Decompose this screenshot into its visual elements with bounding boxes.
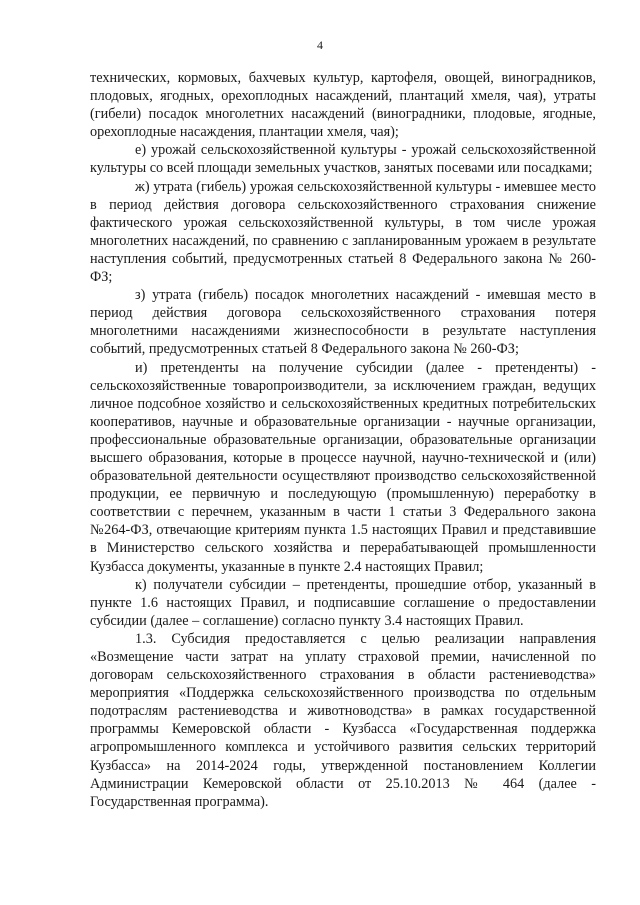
paragraph-continuation: технических, кормовых, бахчевых культур, картофеля, овощей, виноградников, плодовых, ягодных, орехоплодных насаждений, плантаций хмеля, чая), утраты (гибели) посадок многолетних насаждений (виноградники, плодовые, ягодные, орехоплодные насаждения, плантации хмеля, чая); xyxy=(90,70,596,141)
paragraph-item-i: и) претенденты на получение субсидии (далее - претенденты) - сельскохозяйственные товаропроизводители, за исключением граждан, ведущих личное подсобное хозяйство и сельскохозяйственных кредитных потребительских кооперативов, научные и образовательные организации - научные организации, профессиональные образовательные организации, образовательные организации высшего образования, которые в процессе научной, научно-технической и (или) образовательной деятельности осуществляют производство сельскохозяйственной продукции, ее первичную и последующую (промышленную) переработку в соответствии с перечнем, указанным в части 1 статьи 3 Федерального закона №264-ФЗ, отвечающие критериям пункта 1.5 настоящих Правил и представившие в Министерство сельского хозяйства и перерабатывающей промышленности Кузбасса документы, указанные в пункте 2.4 настоящих Правил; xyxy=(90,359,596,575)
paragraph-1-3: 1.3. Субсидия предоставляется с целью реализации направления «Возмещение части затрат на уплату страховой премии, начисленной по договорам сельскохозяйственного страхования в области растениеводства» мероприятия «Поддержка сельскохозяйственного производства по отдельным подотраслям растениеводства и животноводства» в рамках государственной программы Кемеровской области - Кузбасса «Государственная поддержка агропромышленного комплекса и устойчивого развития сельских территорий Кузбасса» на 2014-2024 годы, утвержденной постановлением Коллегии Администрации Кемеровской области от 25.10.2013 № 464 (далее - Государственная программа). xyxy=(90,630,596,810)
page-number: 4 xyxy=(317,38,323,52)
document-body xyxy=(90,69,596,811)
paragraph-item-z: з) утрата (гибель) посадок многолетних насаждений - имевшая место в период действия договора сельскохозяйственного страхования потеря многолетними насаждениями жизнеспособности в результате наступления событий, предусмотренных статьей 8 Федерального закона № 260-ФЗ; xyxy=(90,287,596,358)
paragraph-item-e: е) урожай сельскохозяйственной культуры - урожай сельскохозяйственной культуры со всей площади земельных участков, занятых посевами или посадками; xyxy=(90,142,596,177)
paragraph-item-zh: ж) утрата (гибель) урожая сельскохозяйственной культуры - имевшее место в период действия договора сельскохозяйственного страхования снижение фактического урожая сельскохозяйственной культуры, в том числе урожая многолетних насаждений, по сравнению с запланированным урожаем в результате наступления событий, предусмотренных статьей 8 Федерального закона № 260-ФЗ; xyxy=(90,178,596,286)
paragraph-item-k: к) получатели субсидии – претенденты, прошедшие отбор, указанный в пункте 1.6 настоящих Правил, и подписавшие соглашение о предоставлении субсидии (далее – соглашение) согласно пункту 3.4 настоящих Правил. xyxy=(90,576,596,629)
